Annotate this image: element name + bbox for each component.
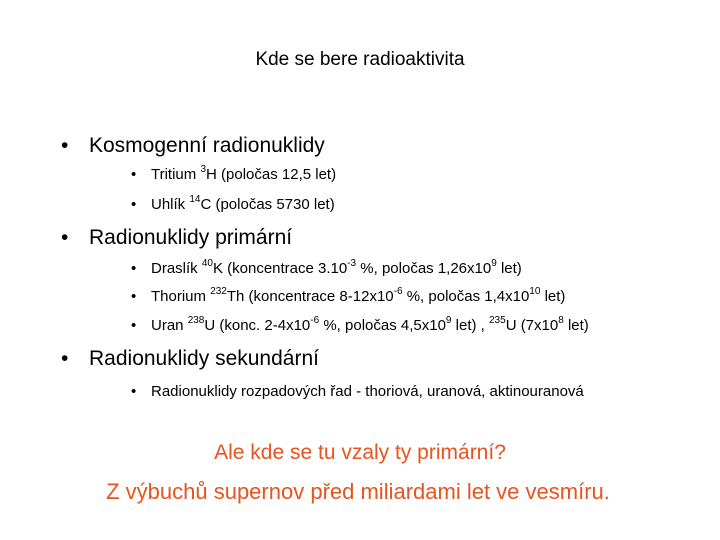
item-text: Th (koncentrace 8-12x10 [226,288,394,305]
item-text: Thorium [151,288,211,305]
sub-bullet-marker: • [131,260,137,277]
item-text: Uran [151,317,188,334]
item-text: let) [540,288,566,305]
item-text: C (poločas 5730 let) [200,196,335,213]
item-uranium [131,317,589,334]
bullet-marker: • [61,134,69,157]
exponent: 10 [529,286,541,297]
mass-number: 232 [210,286,227,297]
sub-bullet-marker: • [131,196,137,213]
section-heading: Kosmogenní radionuklidy [89,134,325,157]
section-heading: Radionuklidy primární [89,226,293,249]
slide-title: Kde se bere radioaktivita [255,49,465,70]
item-text: K (koncentrace 3.10 [212,260,348,277]
answer-text: Z výbuchů supernov před miliardami let ve vesmíru. [106,479,610,504]
item-carbon [131,196,335,213]
sub-bullet-marker: • [131,383,137,400]
item-potassium [131,260,522,277]
item-text: Draslík [151,260,202,277]
item-text: %, poločas 1,4x10 [402,288,530,305]
bullet-marker: • [61,226,69,249]
exponent: 8 [558,315,564,326]
sub-bullet-marker: • [131,288,137,305]
item-decay-series [131,383,584,400]
bullet-secondary [61,347,319,371]
mass-number: 3 [200,164,207,175]
mass-number: 14 [189,194,201,205]
sub-bullet-marker: • [131,317,137,334]
item-text: U (konc. 2-4x10 [204,317,311,334]
exponent: -6 [393,286,403,297]
item-text: let) [496,260,522,277]
mass-number: 238 [187,315,205,326]
mass-number: 40 [201,258,213,269]
item-text: let) , [451,317,489,334]
bullet-cosmogenic [61,134,325,158]
item-text: Radionuklidy rozpadových řad - thoriová, uranová, aktinouranová [151,383,584,400]
item-text: %, poločas 4,5x10 [319,317,446,334]
exponent: -6 [310,315,320,326]
sub-bullet-marker: • [131,166,137,183]
exponent: 9 [491,258,497,269]
item-text: H (poločas 12,5 let) [206,166,337,183]
bullet-primary [61,226,292,250]
item-text: U (7x10 [505,317,559,334]
exponent: -3 [347,258,357,269]
mass-number: 235 [489,315,506,326]
question-text: Ale kde se tu vzaly ty primární? [214,441,506,464]
bullet-marker: • [61,347,69,370]
exponent: 9 [445,315,452,326]
item-text: let) [563,317,589,334]
section-heading: Radionuklidy sekundární [89,347,319,370]
item-thorium [131,288,565,305]
item-tritium [131,166,336,183]
item-text: Tritium [151,166,201,183]
item-text: Uhlík [151,196,190,213]
item-text: %, poločas 1,26x10 [356,260,492,277]
